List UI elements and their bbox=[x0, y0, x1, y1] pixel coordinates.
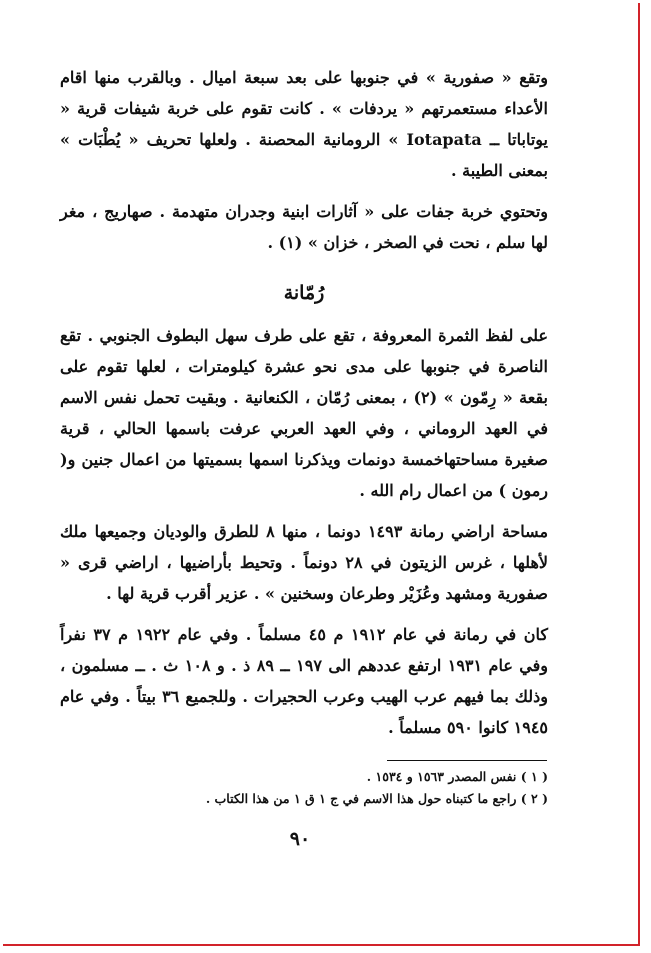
page-body bbox=[60, 62, 548, 743]
footnote-2: ( ٢ ) راجع ما كتبناه حول هذا الاسم في ج ١ ق ١ من هذا الكتاب . bbox=[205, 791, 548, 806]
paragraph-intro-1: وتقع « صفورية » في جنوبها على بعد سبعة اميال . وبالقرب منها اقام الأعداء مستعمرتهم « يردفات » . كانت تقوم على خربة شيفات قرية « يوتاباتا ــ Iotapata » الرومانية المحصنة . ولعلها تحريف « يُطْبَات » بمعنى الطيبة . bbox=[60, 68, 548, 180]
paragraph-intro-2: وتحتوي خربة جفات على « آثارات ابنية وجدران متهدمة . صهاريج ، مغر لها سلم ، نحت في الصخر ، خزان » (١) . bbox=[60, 202, 548, 252]
section-heading: رُمّانة bbox=[283, 282, 325, 304]
page-number: ٩٠ bbox=[289, 828, 311, 850]
footnote-1: ( ١ ) نفس المصدر ١٥٦٣ و ١٥٣٤ . bbox=[366, 769, 548, 784]
paragraph-main-2: مساحة اراضي رمانة ١٤٩٣ دونما ، منها ٨ للطرق والوديان وجميعها ملك لأهلها ، غرس الزيتون في ٢٨ دونماً . وتحيط بأراضيها ، اراضي قرى « صفورية ومشهد وعُزَيْر وطرعان وسخنين » . عزير أقرب قرية لها . bbox=[60, 522, 549, 603]
paragraph-main-3: كان في رمانة في عام ١٩١٢ م ٤٥ مسلماً . وفي عام ١٩٢٢ م ٣٧ نفراً وفي عام ١٩٣١ ارتفع عددهم الى ١٩٧ ــ ٨٩ ذ . و ١٠٨ ث . ــ مسلمون ، وذلك بما فيهم عرب الهيب وعرب الحجيرات . وللجميع ٣٦ بيتاً . وفي عام ١٩٤٥ كانوا ٥٩٠ مسلماً . bbox=[60, 625, 549, 737]
footnote-divider bbox=[387, 760, 547, 761]
paragraph-main-1: على لفظ الثمرة المعروفة ، تقع على طرف سهل البطوف الجنوبي . تقع الناصرة في جنوبها على مدى نحو عشرة كيلومترات ، لعلها تقوم على بقعة « رِمّون » (٢) ، بمعنى رُمّان ، الكنعانية . وبقيت تحمل نفس الاسم في العهد الروماني ، وفي العهد العربي عرفت باسمها الحالي ، قرية صغيرة مساحتهاخمسة دونمات ويذكرنا اسمها بسميتها من اعمال جنين و( رمون ) من اعمال رام الله . bbox=[60, 326, 548, 500]
footnotes bbox=[150, 766, 548, 810]
